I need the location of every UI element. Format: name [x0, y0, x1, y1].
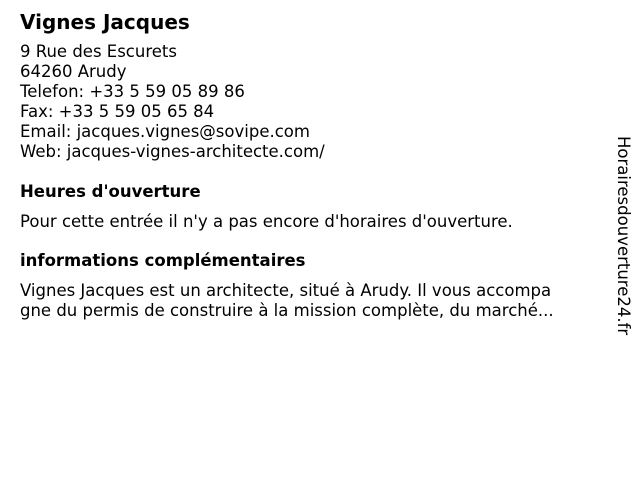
- info-text-line: Vignes Jacques est un architecte, situé à Arudy. Il vous accompa: [20, 281, 552, 300]
- hours-heading: Heures d'ouverture: [20, 182, 201, 201]
- address-city: 64260 Arudy: [20, 62, 127, 81]
- site-watermark: [608, 136, 638, 348]
- business-card: [20, 10, 590, 321]
- web-line: Web: jacques-vignes-architecte.com/: [20, 142, 325, 161]
- address-street: 9 Rue des Escurets: [20, 42, 177, 61]
- business-name: Vignes Jacques: [20, 10, 190, 34]
- phone-line: Telefon: +33 5 59 05 89 86: [20, 82, 245, 101]
- fax-line: Fax: +33 5 59 05 65 84: [20, 102, 215, 121]
- site-watermark-text: Horairesdouverture24.fr: [614, 136, 633, 336]
- info-text-line: gne du permis de construire à la mission complète, du marché...: [20, 301, 554, 320]
- contact-block: [20, 42, 590, 162]
- info-text: [20, 281, 590, 321]
- info-heading: informations complémentaires: [20, 251, 306, 270]
- email-line: Email: jacques.vignes@sovipe.com: [20, 122, 310, 141]
- hours-text: Pour cette entrée il n'y a pas encore d'horaires d'ouverture.: [20, 212, 513, 231]
